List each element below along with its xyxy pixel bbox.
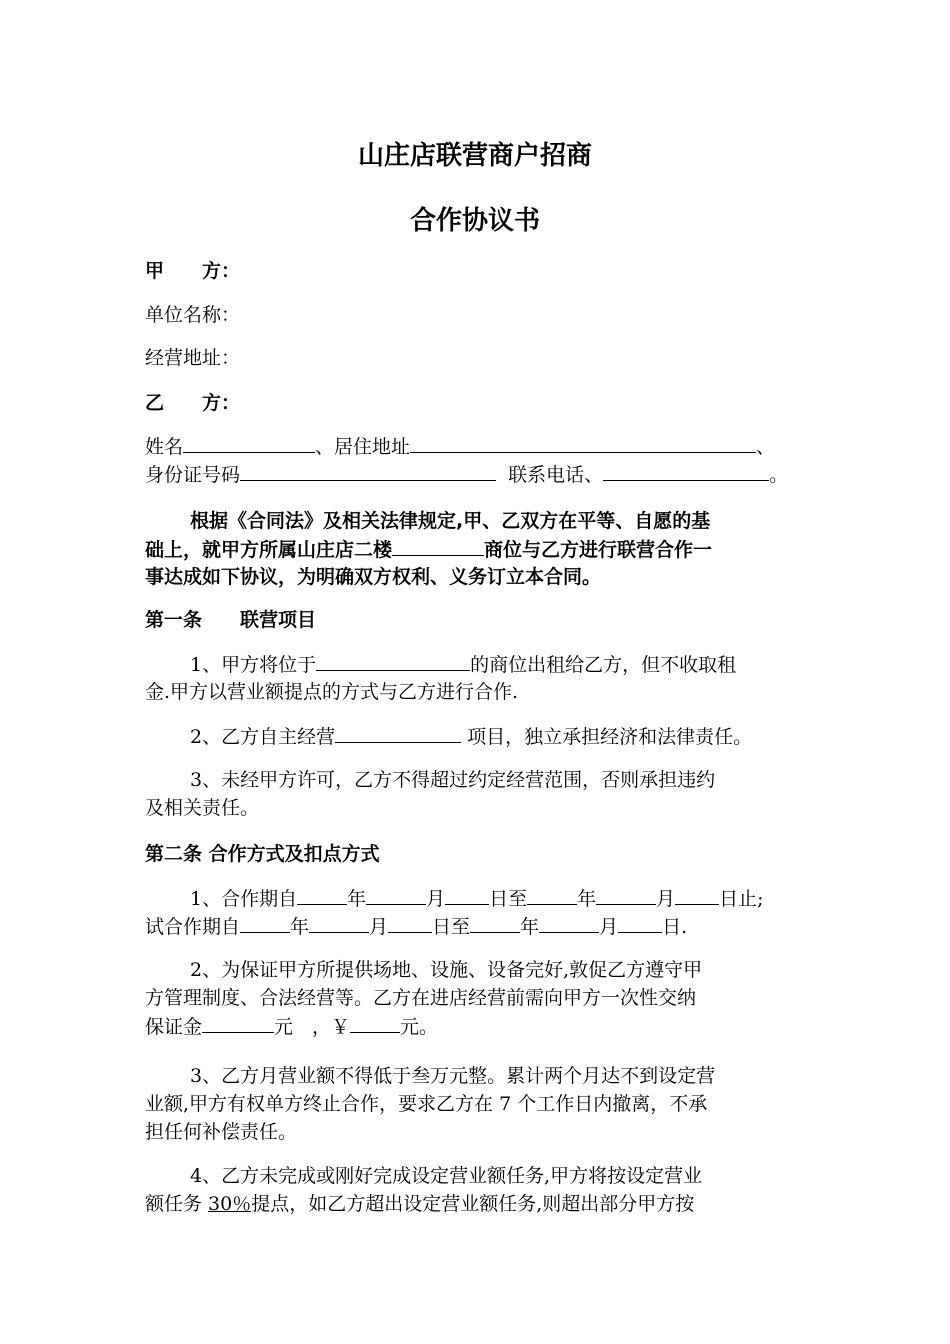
residence-blank: [410, 432, 756, 453]
day-end-label: 日止;: [719, 888, 764, 910]
year-label: 年: [290, 916, 310, 938]
date-blank: [240, 912, 290, 933]
clause-text: 的商位出租给乙方，但不收取租: [470, 654, 737, 676]
party-a-unit-name: 单位名称：: [145, 304, 241, 326]
article-2-clause-2-line-1: 2、为保证甲方所提供场地、设施、设备完好,敦促乙方遵守甲: [190, 959, 703, 981]
name-label: 姓名: [145, 436, 184, 458]
clause-text: 试合作期自: [145, 916, 241, 938]
month-label: 月: [426, 888, 446, 910]
clause-text: 1、合作期自: [190, 888, 298, 910]
month-label: 月: [369, 916, 389, 938]
party-a-label: 甲 方：: [145, 260, 241, 282]
clause-text: 额任务: [145, 1193, 209, 1215]
year-label: 年: [577, 888, 597, 910]
period-text: 。: [769, 464, 789, 486]
preamble-text-a: 础上，就甲方所属山庄店二楼: [145, 539, 393, 561]
deposit-blank: [202, 1012, 274, 1033]
preamble-line-1: 根据《合同法》及相关法律规定,甲、乙双方在平等、自愿的基: [190, 510, 711, 532]
commission-percent: 30％: [208, 1193, 252, 1215]
article-2-clause-2-line-2: 方管理制度、合法经营等。乙方在进店经营前需向甲方一次性交纳: [145, 987, 697, 1009]
clause-text: 2、乙方自主经营: [190, 726, 336, 748]
month-label: 月: [599, 916, 619, 938]
article-2-clause-3-line-3: 担任何补偿责任。: [145, 1121, 298, 1143]
deposit-unit: 元 ，￥: [274, 1016, 351, 1038]
article-2-clause-1-line-2: [145, 912, 815, 941]
preamble-line-2: [145, 535, 815, 564]
preamble-line-3: 事达成如下协议，为明确双方权利、义务订立本合同。: [145, 566, 602, 588]
article-2-clause-3-line-1: 3、乙方月营业额不得低于叁万元整。累计两个月达不到设定营: [190, 1065, 716, 1087]
business-item-blank: [335, 722, 461, 743]
deposit-label: 保证金: [145, 1016, 203, 1038]
date-blank: [539, 912, 599, 933]
article-2-clause-2-line-3: [145, 1012, 815, 1041]
month-label: 月: [656, 888, 676, 910]
day-to-label: 日至: [489, 888, 528, 910]
article-1-heading: 第一条 联营项目: [145, 609, 317, 631]
article-2-clause-1-line-1: [145, 884, 860, 913]
party-b-name-line: [145, 432, 815, 461]
date-blank: [309, 912, 369, 933]
deposit-amount-blank: [350, 1012, 400, 1033]
article-1-clause-2: [145, 722, 860, 751]
year-label: 年: [347, 888, 367, 910]
date-blank: [366, 884, 426, 905]
shop-number-blank: [392, 535, 484, 556]
document-subtitle: 合作协议书: [409, 206, 540, 236]
comma-text: 、: [756, 436, 776, 458]
date-blank: [470, 912, 520, 933]
deposit-unit-end: 元。: [400, 1016, 439, 1038]
phone-blank: [603, 460, 769, 481]
year-label: 年: [520, 916, 540, 938]
name-blank: [183, 432, 315, 453]
clause-text: 提点，如乙方超出设定营业额任务,则超出部分甲方按: [251, 1193, 695, 1215]
article-2-clause-4-line-1: 4、乙方未完成或刚好完成设定营业额任务,甲方将按设定营业: [190, 1165, 703, 1187]
date-blank: [445, 884, 489, 905]
id-number-label: 身份证号码: [145, 464, 241, 486]
location-blank: [316, 650, 470, 671]
residence-label: 、居住地址: [315, 436, 411, 458]
id-number-blank: [240, 460, 496, 481]
article-1-clause-3-line-2: 及相关责任。: [145, 797, 260, 819]
party-a-address: 经营地址：: [145, 347, 241, 369]
party-b-label: 乙 方：: [145, 392, 241, 414]
clause-text: 项目，独立承担经济和法律责任。: [461, 726, 753, 748]
article-2-heading: 第二条 合作方式及扣点方式: [145, 843, 380, 865]
party-b-id-line: [145, 460, 815, 489]
date-blank: [675, 884, 719, 905]
date-blank: [527, 884, 577, 905]
trial-end-label: 日.: [662, 916, 688, 938]
phone-label: 联系电话、: [508, 464, 604, 486]
article-1-clause-1-line-1: [145, 650, 860, 679]
preamble-text-b: 商位与乙方进行联营合作一: [484, 539, 713, 561]
clause-text: 1、甲方将位于: [190, 654, 317, 676]
date-blank: [618, 912, 662, 933]
day-to-label: 日至: [432, 916, 471, 938]
document-title: 山庄店联营商户招商: [357, 141, 592, 171]
date-blank: [388, 912, 432, 933]
date-blank: [596, 884, 656, 905]
article-2-clause-4-line-2: [145, 1190, 815, 1218]
article-1-clause-3-line-1: 3、未经甲方许可，乙方不得超过约定经营范围，否则承担违约: [190, 769, 716, 791]
date-blank: [297, 884, 347, 905]
article-1-clause-1-line-2: 金.甲方以营业额提点的方式与乙方进行合作.: [145, 681, 519, 703]
article-2-clause-3-line-2: 业额,甲方有权单方终止合作，要求乙方在 7 个工作日内撤离，不承: [145, 1093, 708, 1115]
